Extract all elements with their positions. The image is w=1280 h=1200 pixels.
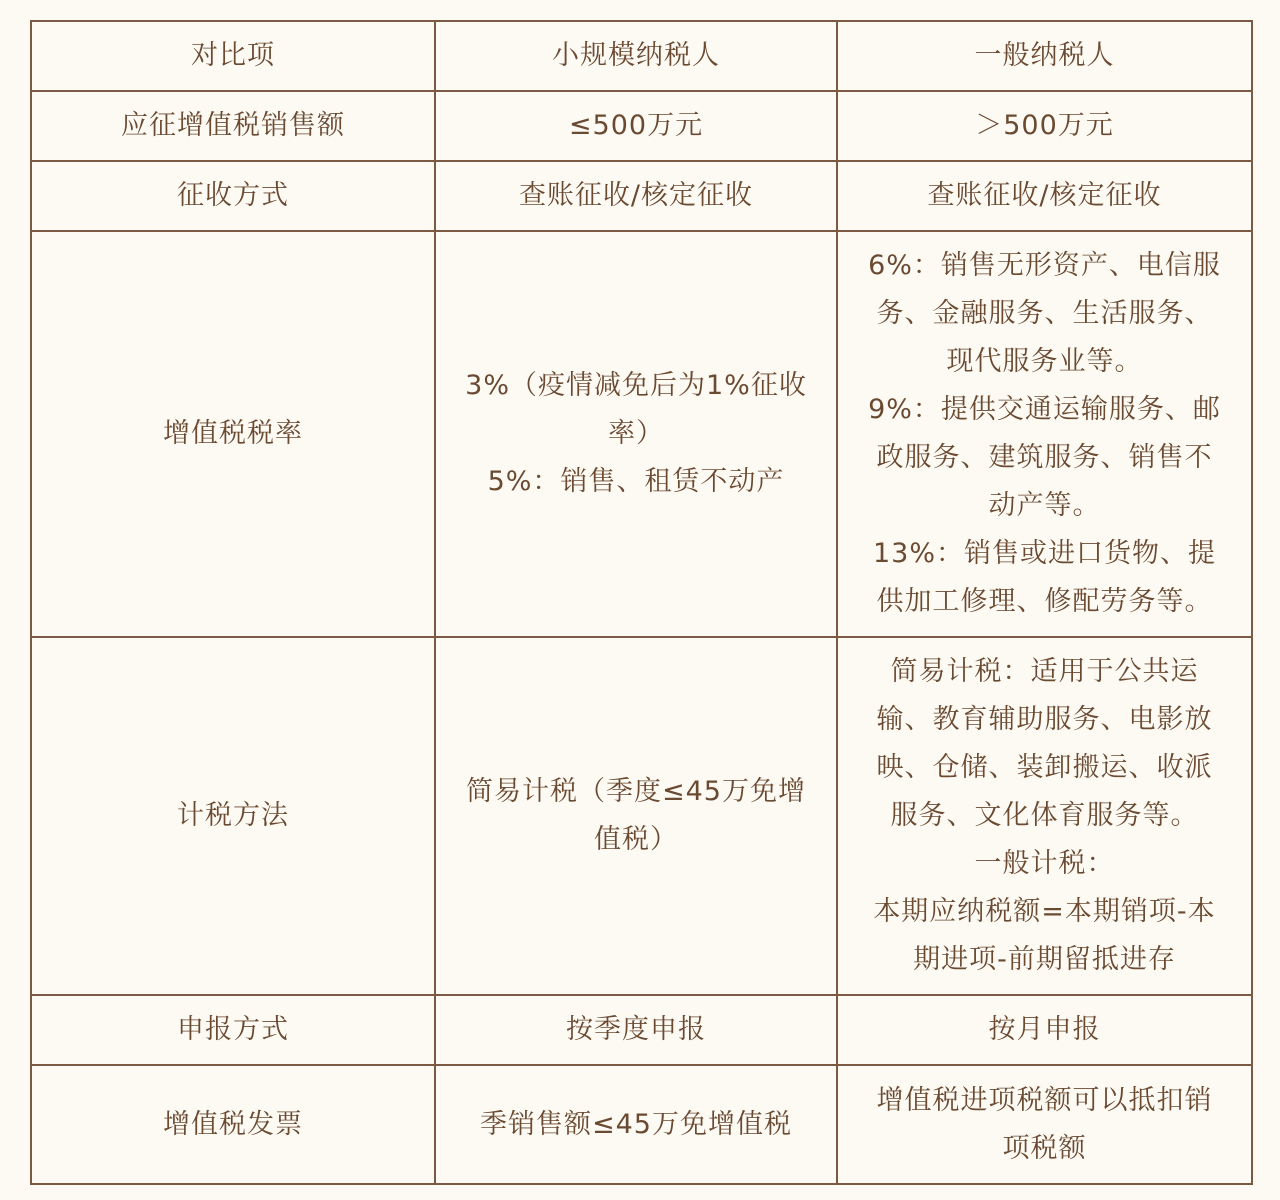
small-taxpayer-cell: [435, 995, 837, 1065]
table-row: [31, 1065, 1252, 1184]
general-taxpayer-cell: [837, 1065, 1252, 1184]
cell-line: 现代服务业等。: [946, 346, 1143, 377]
cell-line: 简易计税：适用于公共运: [890, 656, 1199, 687]
table-row: [31, 161, 1252, 231]
cell-line: 一般计税：: [974, 848, 1115, 879]
cell-line: 按季度申报: [566, 1014, 706, 1045]
row-label: 增值税税率: [31, 231, 435, 637]
table-row: [31, 637, 1252, 995]
header-item: 对比项: [31, 21, 435, 91]
cell-line: 5%：销售、租赁不动产: [487, 466, 785, 497]
cell-line: 期进项-前期留抵进存: [913, 944, 1176, 975]
cell-line: 服务、文化体育服务等。: [890, 800, 1199, 831]
general-taxpayer-cell: [837, 91, 1252, 161]
header-small-taxpayer: 小规模纳税人: [435, 21, 837, 91]
cell-line: 增值税进项税额可以抵扣销: [876, 1084, 1213, 1116]
small-taxpayer-cell: [435, 637, 837, 995]
row-label: 计税方法: [31, 637, 435, 995]
row-label: 应征增值税销售额: [31, 91, 435, 161]
general-taxpayer-cell: [837, 995, 1252, 1065]
table-header-row: [31, 21, 1252, 91]
header-general-taxpayer: 一般纳税人: [837, 21, 1252, 91]
cell-line: 简易计税（季度≤45万免增: [466, 776, 806, 807]
cell-line: 本期应纳税额=本期销项-本: [873, 896, 1216, 927]
comparison-table: [30, 20, 1253, 1185]
cell-line: 动产等。: [988, 490, 1101, 521]
cell-line: 查账征收/核定征收: [518, 180, 754, 211]
cell-line: ＞500万元: [975, 110, 1114, 141]
general-taxpayer-cell: [837, 161, 1252, 231]
general-taxpayer-cell: [837, 231, 1252, 637]
small-taxpayer-cell: [435, 91, 837, 161]
cell-line: 6%：销售无形资产、电信服: [868, 250, 1221, 281]
row-label: 增值税发票: [31, 1065, 435, 1184]
cell-line: 值税）: [594, 824, 678, 855]
cell-line: 政服务、建筑服务、销售不: [876, 442, 1213, 473]
cell-line: 输、教育辅助服务、电影放: [876, 704, 1213, 735]
cell-line: 13%：销售或进口货物、提: [872, 538, 1216, 569]
cell-line: 9%：提供交通运输服务、邮: [868, 394, 1221, 425]
cell-line: 映、仓储、装卸搬运、收派: [876, 752, 1213, 783]
cell-line: 率）: [608, 418, 664, 449]
cell-line: 3%（疫情减免后为1%征收: [465, 370, 807, 401]
table-row: [31, 995, 1252, 1065]
table-row: [31, 91, 1252, 161]
small-taxpayer-cell: [435, 231, 837, 637]
cell-line: 供加工修理、修配劳务等。: [876, 586, 1213, 617]
cell-line: 务、金融服务、生活服务、: [876, 298, 1213, 329]
table-row: [31, 231, 1252, 637]
small-taxpayer-cell: [435, 161, 837, 231]
general-taxpayer-cell: [837, 637, 1252, 995]
row-label: 征收方式: [31, 161, 435, 231]
cell-line: 按月申报: [988, 1014, 1101, 1045]
cell-line: 查账征收/核定征收: [927, 180, 1162, 211]
row-label: 申报方式: [31, 995, 435, 1065]
small-taxpayer-cell: [435, 1065, 837, 1184]
cell-line: 季销售额≤45万免增值税: [480, 1108, 792, 1140]
cell-line: ≤500万元: [568, 110, 704, 141]
cell-line: 项税额: [1002, 1132, 1087, 1164]
